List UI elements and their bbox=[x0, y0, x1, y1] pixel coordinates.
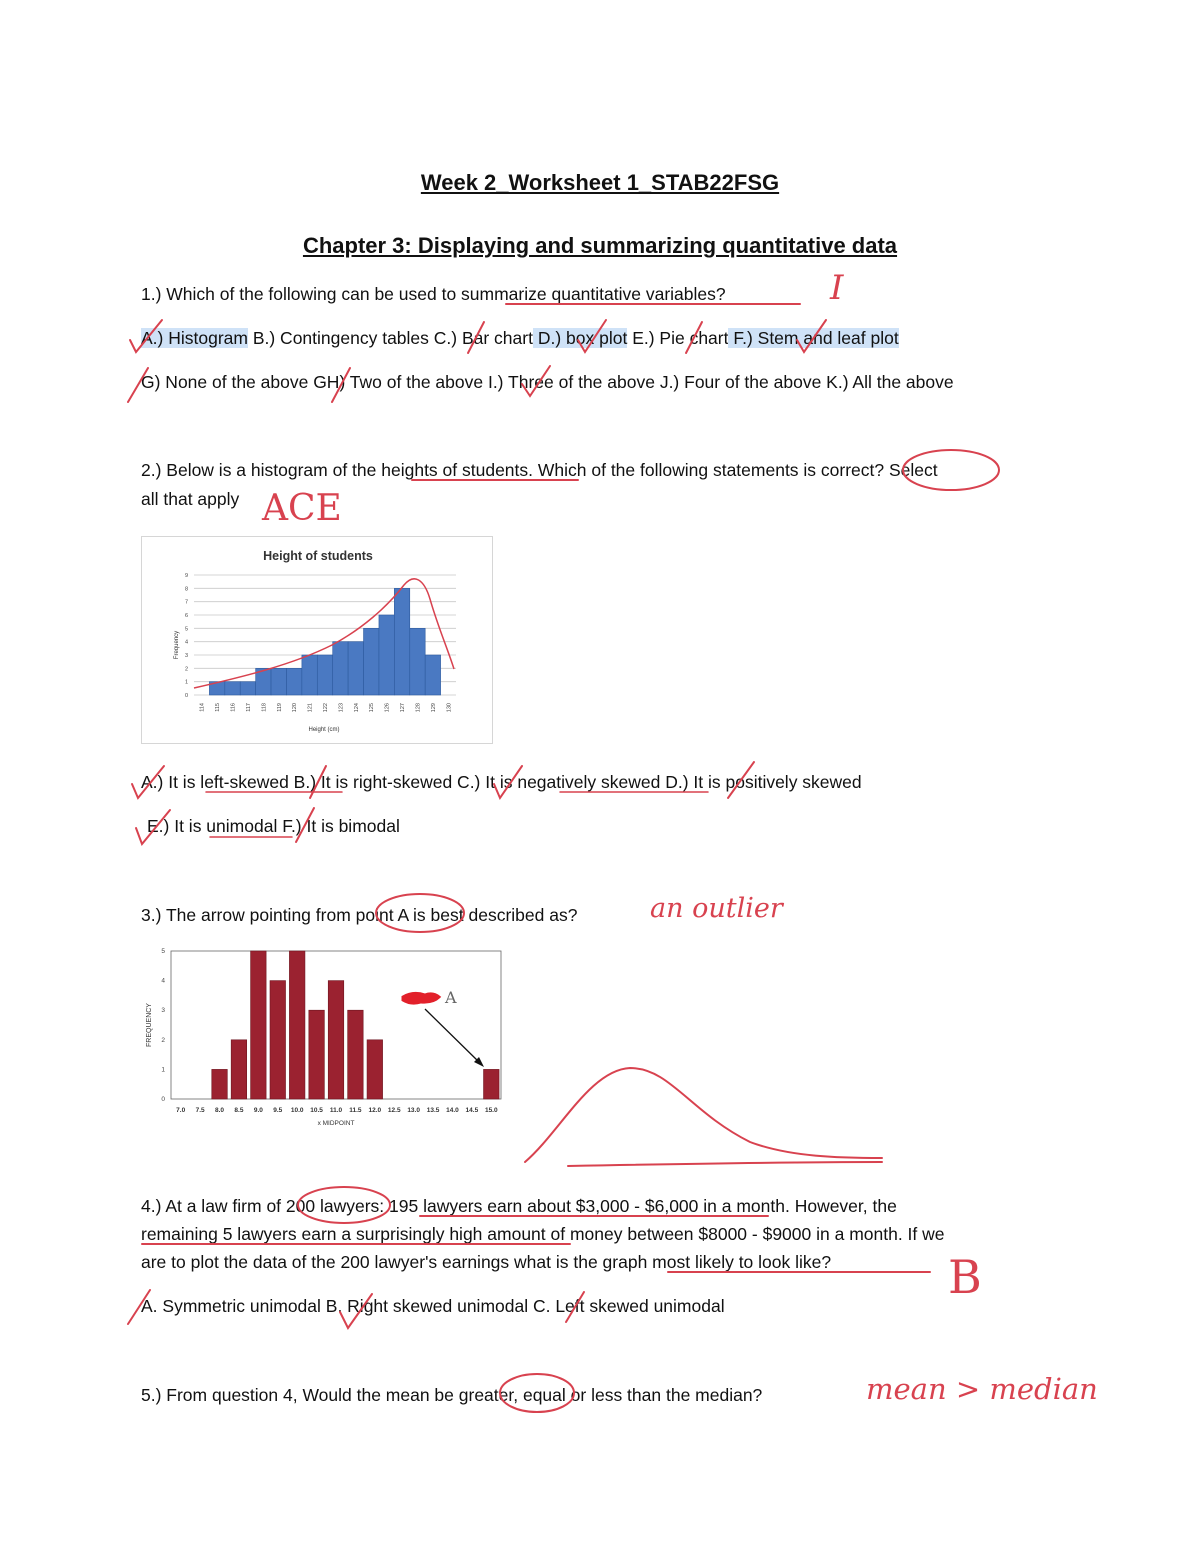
midpoint-chart-svg bbox=[141, 945, 503, 1130]
x-tick-label: 118 bbox=[261, 703, 268, 712]
q5-prompt: 5.) From question 4, Would the mean be greater, equal or less than the median? bbox=[141, 1385, 763, 1405]
bar bbox=[270, 981, 286, 1099]
q2-options-line1: A.) It is left-skewed B.) It is right-skewed C.) It is negatively skewed D.) It is positively skewed bbox=[141, 772, 862, 792]
y-tick-label: 3 bbox=[184, 653, 188, 659]
bar bbox=[379, 615, 394, 695]
histogram-svg bbox=[142, 537, 492, 743]
y-tick-label: 2 bbox=[161, 1036, 165, 1044]
student-height-histogram bbox=[141, 536, 493, 744]
bar bbox=[240, 682, 255, 695]
bar bbox=[425, 655, 440, 695]
x-tick-label: 8.5 bbox=[234, 1107, 244, 1114]
x-tick-label: 124 bbox=[353, 703, 360, 713]
y-tick-label: 1 bbox=[161, 1066, 165, 1074]
histogram-y-axis-label: Frequency bbox=[174, 630, 180, 660]
bar bbox=[286, 668, 301, 695]
x-tick-label: 130 bbox=[446, 703, 453, 713]
x-tick-label: 114 bbox=[199, 703, 206, 712]
x-tick-label: 128 bbox=[415, 703, 422, 713]
bar bbox=[302, 655, 317, 695]
hand-drawn-skewed-curve bbox=[520, 1062, 890, 1172]
x-tick-label: 121 bbox=[307, 703, 314, 713]
q1-options-line1 bbox=[141, 327, 899, 349]
q3-prompt: 3.) The arrow pointing from point A is best described as? bbox=[141, 905, 578, 925]
bar bbox=[328, 981, 344, 1099]
q1-option-b: B.) Contingency tables bbox=[247, 328, 429, 348]
y-tick-label: 1 bbox=[184, 679, 188, 686]
x-tick-label: 122 bbox=[323, 703, 329, 713]
q1-option-f: F.) Stem and leaf plot bbox=[728, 328, 899, 348]
y-tick-label: 2 bbox=[184, 666, 188, 673]
bar bbox=[333, 642, 348, 695]
x-tick-label: 12.0 bbox=[368, 1107, 382, 1114]
midpoint-frequency-chart bbox=[141, 945, 503, 1130]
x-tick-label: 12.5 bbox=[387, 1107, 401, 1114]
q1-option-c: C.) Bar chart bbox=[428, 328, 533, 348]
y-tick-label: 6 bbox=[184, 613, 188, 619]
y-tick-label: 4 bbox=[184, 639, 188, 646]
y-tick-label: 0 bbox=[184, 693, 188, 699]
q1-option-e: E.) Pie chart bbox=[627, 328, 729, 348]
bar bbox=[225, 682, 240, 695]
y-tick-label: 4 bbox=[161, 977, 165, 985]
x-tick-label: 116 bbox=[230, 703, 237, 712]
bar bbox=[317, 655, 332, 695]
q5-handwritten-answer: mean > median bbox=[866, 1372, 1098, 1406]
q1-prompt: 1.) Which of the following can be used to summarize quantitative variables? bbox=[141, 284, 726, 304]
outlier-arrow bbox=[425, 1009, 480, 1063]
bar bbox=[348, 642, 363, 695]
worksheet-title: Week 2_Worksheet 1_STAB22FSG bbox=[420, 170, 780, 195]
q3-handwritten-answer: an outlier bbox=[650, 893, 783, 924]
x-tick-label: 129 bbox=[430, 703, 437, 713]
x-tick-label: 125 bbox=[369, 703, 376, 713]
bar bbox=[212, 1069, 228, 1099]
chapter-title: Chapter 3: Displaying and summarizing quantitative data bbox=[302, 233, 898, 258]
bar bbox=[394, 588, 409, 695]
histogram-x-axis-label: Height (cm) bbox=[308, 727, 340, 733]
q1-option-d: D.) box plot bbox=[532, 328, 628, 348]
x-tick-label: 7.5 bbox=[195, 1107, 205, 1114]
x-tick-label: 120 bbox=[292, 703, 299, 713]
y-tick-label: 5 bbox=[161, 948, 165, 955]
q4-handwritten-answer: B bbox=[948, 1250, 982, 1304]
midpoint-chart-y-axis-label: FREQUENCY bbox=[146, 1003, 153, 1047]
bar bbox=[231, 1040, 247, 1099]
midpoint-chart-x-axis-label: x MIDPOINT bbox=[317, 1120, 355, 1127]
histogram-title: Height of students bbox=[263, 549, 373, 563]
q2-prompt-line2: all that apply bbox=[141, 489, 240, 509]
bar bbox=[484, 1069, 500, 1099]
q2-options-line2: E.) It is unimodal F.) It is bimodal bbox=[147, 816, 400, 836]
bar bbox=[271, 668, 286, 695]
x-tick-label: 10.0 bbox=[290, 1107, 304, 1114]
bar bbox=[348, 1010, 364, 1099]
q4-options: A. Symmetric unimodal B. Right skewed unimodal C. Left skewed unimodal bbox=[141, 1296, 725, 1316]
x-tick-label: 11.5 bbox=[349, 1107, 362, 1114]
q2-handwritten-answer: ACE bbox=[262, 488, 342, 529]
x-tick-label: 7.0 bbox=[176, 1107, 186, 1114]
bar bbox=[289, 951, 305, 1099]
x-tick-label: 14.0 bbox=[446, 1107, 459, 1114]
x-tick-label: 127 bbox=[400, 703, 407, 713]
y-tick-label: 8 bbox=[184, 586, 188, 593]
bar bbox=[364, 628, 379, 695]
point-a-label: A bbox=[445, 988, 457, 1007]
q4-line2: remaining 5 lawyers earn a surprisingly high amount of money between $8000 - $9000 in a month. If we bbox=[141, 1224, 945, 1244]
bar bbox=[367, 1040, 383, 1099]
x-tick-label: 15.0 bbox=[484, 1107, 498, 1114]
q1-options-line2: G) None of the above GH) Two of the above I.) Three of the above J.) Four of the above K.) All the above bbox=[141, 372, 954, 392]
q1-handwritten-answer: I bbox=[830, 268, 844, 308]
y-tick-label: 0 bbox=[161, 1096, 165, 1103]
x-tick-label: 14.5 bbox=[465, 1107, 479, 1114]
y-tick-label: 5 bbox=[184, 626, 188, 633]
x-tick-label: 115 bbox=[215, 703, 222, 712]
x-tick-label: 13.5 bbox=[426, 1107, 440, 1114]
x-tick-label: 126 bbox=[384, 703, 391, 713]
y-tick-label: 9 bbox=[184, 573, 188, 579]
bar bbox=[251, 951, 267, 1099]
x-tick-label: 117 bbox=[245, 703, 252, 712]
x-tick-label: 11.0 bbox=[329, 1107, 343, 1114]
x-tick-label: 9.5 bbox=[273, 1107, 283, 1114]
q4-line1: 4.) At a law firm of 200 lawyers: 195 lawyers earn about $3,000 - $6,000 in a month. However, the bbox=[141, 1196, 897, 1216]
x-tick-label: 123 bbox=[338, 703, 345, 713]
q1-option-a: A.) Histogram bbox=[141, 328, 248, 348]
x-tick-label: 9.0 bbox=[253, 1107, 263, 1114]
bar bbox=[309, 1010, 325, 1099]
x-tick-label: 10.5 bbox=[310, 1107, 323, 1114]
bar bbox=[410, 628, 425, 695]
y-tick-label: 3 bbox=[161, 1007, 165, 1015]
y-tick-label: 7 bbox=[184, 599, 188, 606]
q4-line3: are to plot the data of the 200 lawyer's earnings what is the graph most likely to look like? bbox=[141, 1252, 832, 1272]
highlighter-mark bbox=[403, 993, 439, 1003]
x-tick-label: 13.0 bbox=[407, 1107, 420, 1114]
x-tick-label: 119 bbox=[276, 703, 283, 712]
x-tick-label: 8.0 bbox=[215, 1107, 225, 1114]
q2-prompt-line1: 2.) Below is a histogram of the heights of students. Which of the following statements is correct? Select bbox=[141, 460, 938, 480]
